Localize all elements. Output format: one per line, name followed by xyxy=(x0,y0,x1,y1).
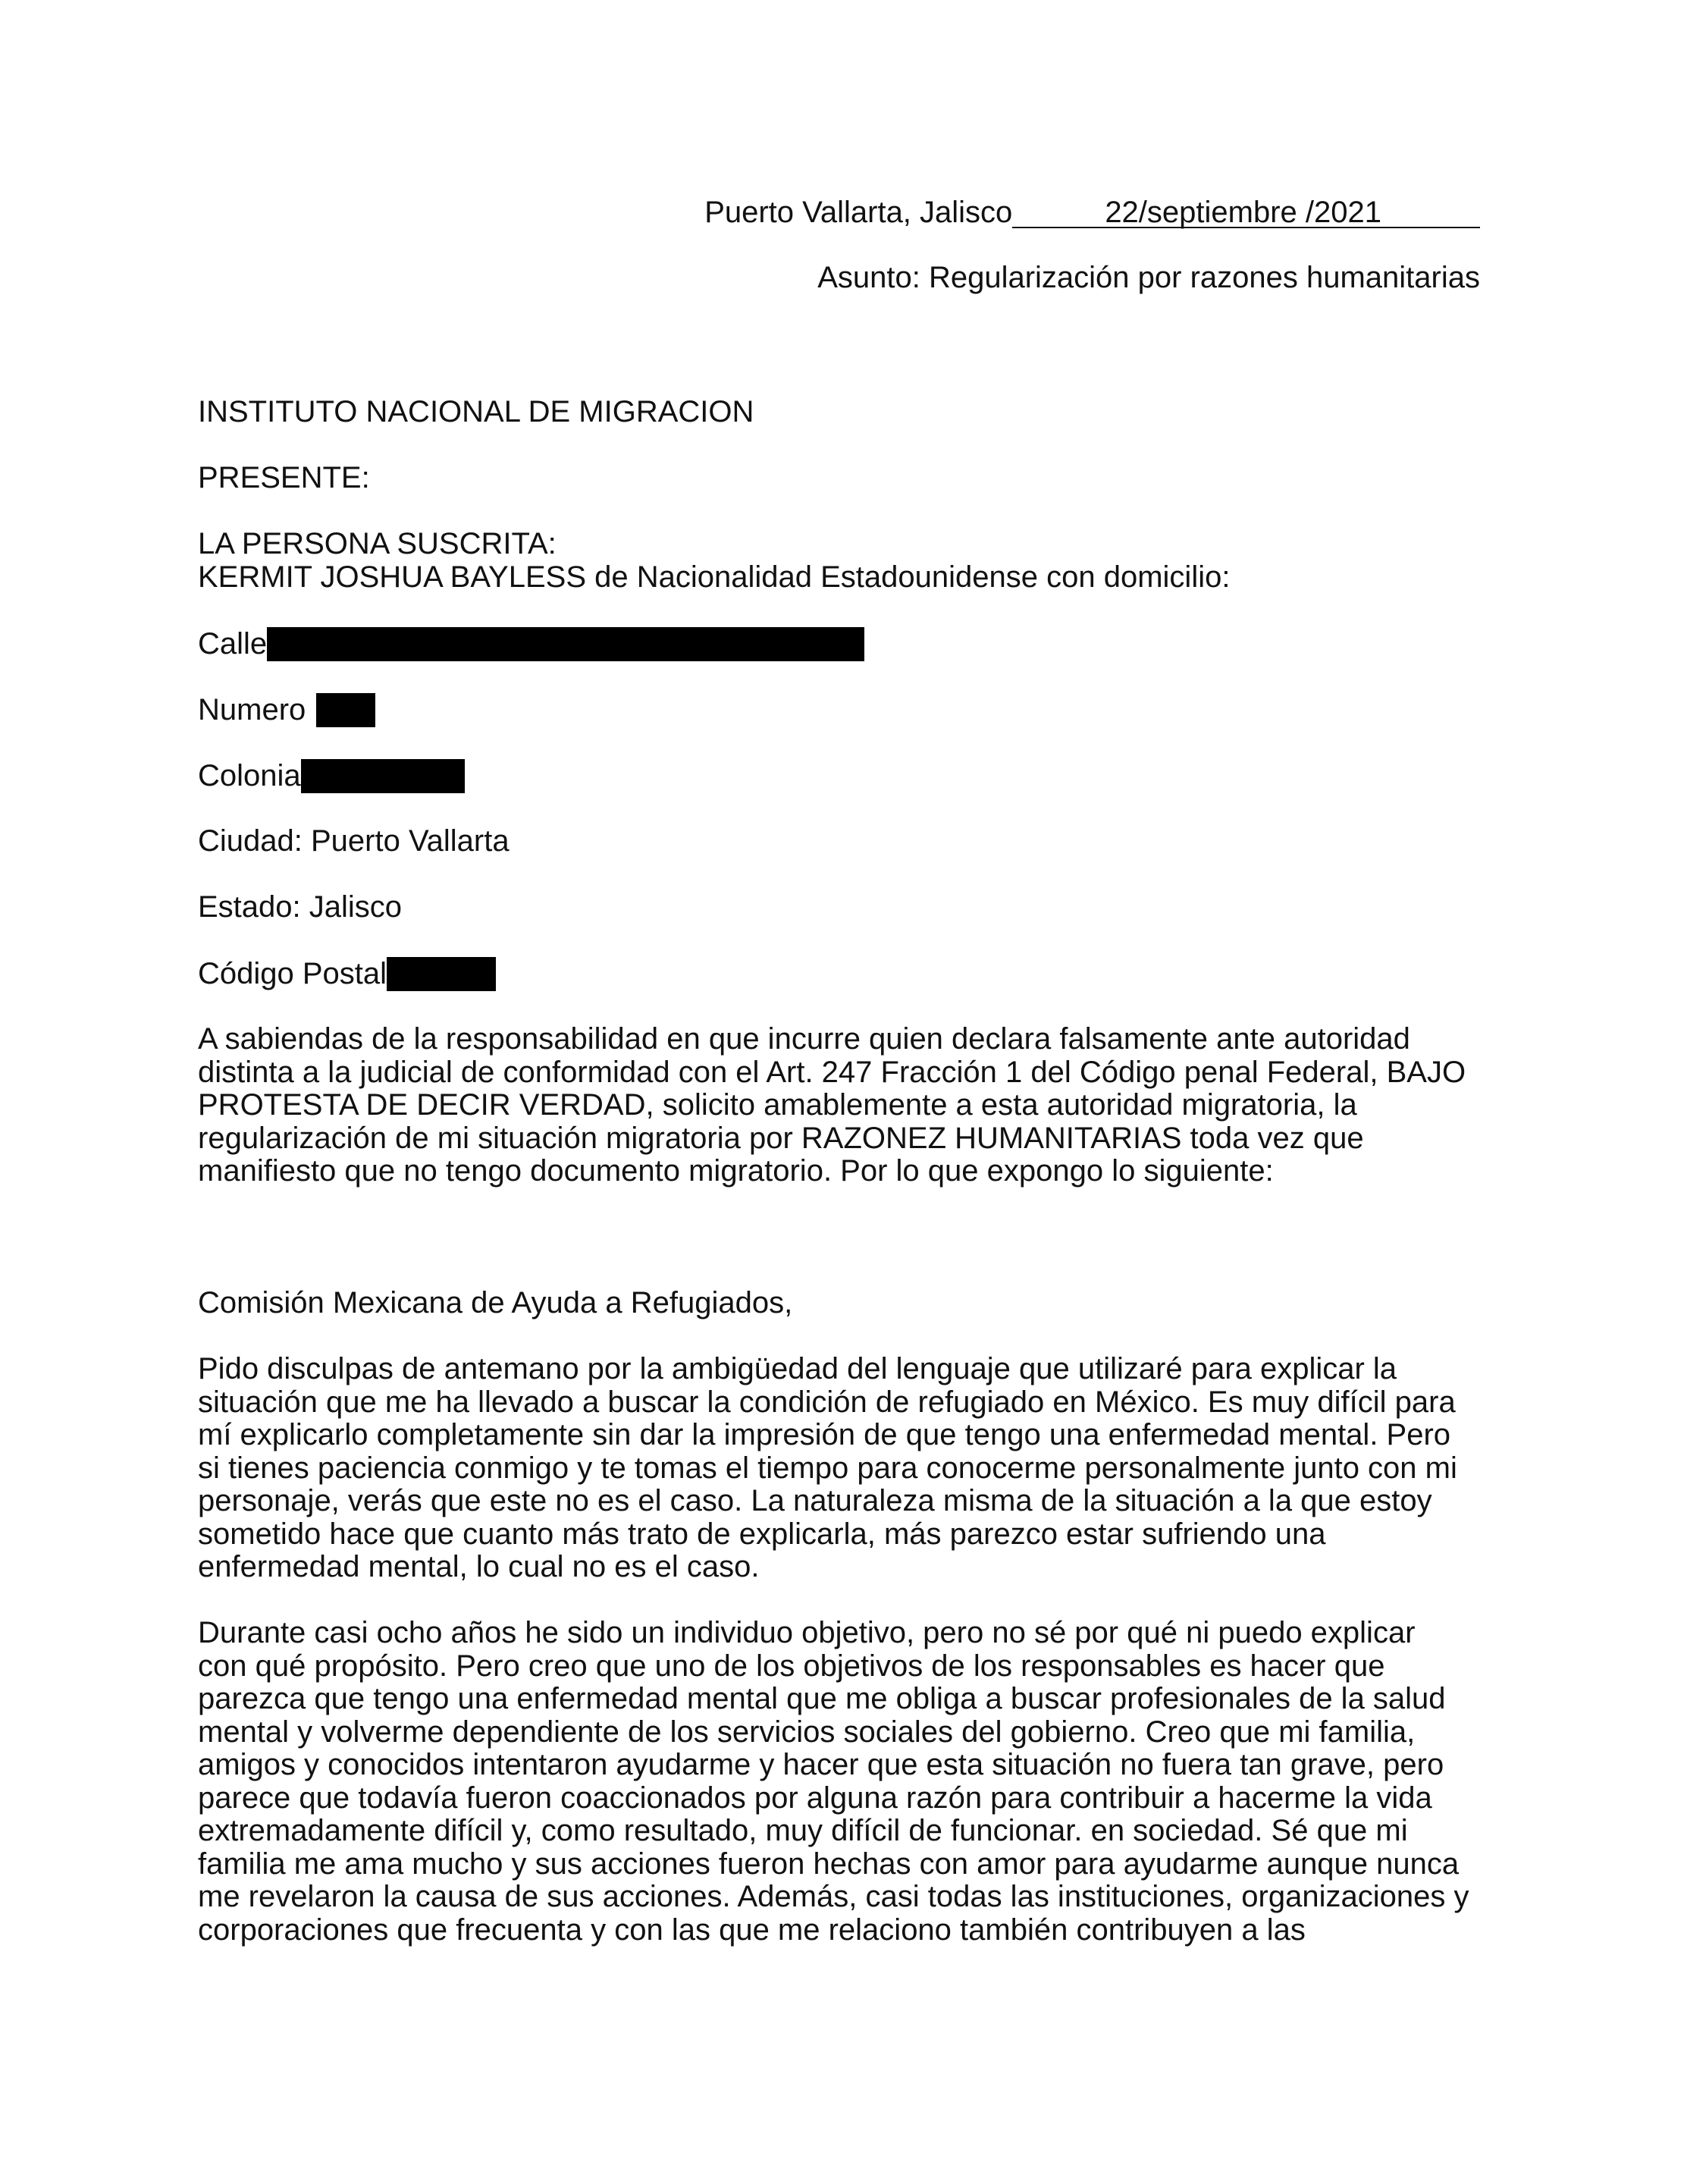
declaration-paragraph xyxy=(198,1023,1517,1188)
codigo-postal-label: Código Postal xyxy=(198,957,387,990)
paragraph-line: sometido hace que cuanto más trato de explicarla, más parezco estar sufriendo una xyxy=(198,1517,1326,1551)
redacted-numero xyxy=(316,693,375,727)
paragraph-line: si tienes paciencia conmigo y te tomas el tiempo para conocerme personalmente junto con mi xyxy=(198,1451,1457,1485)
presente-label: PRESENTE: xyxy=(198,461,370,494)
calle-row xyxy=(198,627,1517,661)
colonia-row xyxy=(198,759,1517,793)
numero-row xyxy=(198,693,1517,727)
redacted-colonia xyxy=(301,759,465,793)
place-text: Puerto Vallarta, Jalisco xyxy=(704,196,1013,229)
place-date-line xyxy=(704,196,1480,229)
declaration-line: manifiesto que no tengo documento migratorio. Por lo que expongo lo siguiente: xyxy=(198,1154,1274,1188)
paragraph-line: amigos y conocidos intentaron ayudarme y hacer que esta situación no fuera tan grave, pero xyxy=(198,1748,1444,1781)
paragraph-line: personaje, verás que este no es el caso. La naturaleza misma de la situación a la que estoy xyxy=(198,1484,1432,1517)
colonia-label: Colonia xyxy=(198,759,301,792)
applicant-name-line: KERMIT JOSHUA BAYLESS de Nacionalidad Estadounidense con domicilio: xyxy=(198,560,1231,594)
redacted-codigo-postal xyxy=(387,957,496,991)
date-field: 22/septiembre /2021 xyxy=(1012,198,1480,228)
paragraph-line: Durante casi ocho años he sido un individuo objetivo, pero no sé por qué ni puedo explicar xyxy=(198,1616,1416,1649)
declaration-line: regularización de mi situación migratoria por RAZONEZ HUMANITARIAS toda vez que xyxy=(198,1121,1364,1155)
paragraph-line: familia me ama mucho y sus acciones fueron hechas con amor para ayudarme aunque nunca xyxy=(198,1847,1460,1881)
letter-greeting: Comisión Mexicana de Ayuda a Refugiados, xyxy=(198,1286,793,1320)
paragraph-line: corporaciones que frecuenta y con las que me relaciono también contribuyen a las xyxy=(198,1913,1306,1947)
numero-label: Numero xyxy=(198,693,306,726)
subject-line: Asunto: Regularización por razones humanitarias xyxy=(817,261,1480,294)
codigo-postal-row xyxy=(198,957,1517,991)
estado-line: Estado: Jalisco xyxy=(198,890,403,924)
paragraph-line: situación que me ha llevado a buscar la condición de refugiado en México. Es muy difícil para xyxy=(198,1385,1456,1419)
redacted-calle xyxy=(267,627,864,661)
paragraph-line: me revelaron la causa de sus acciones. Además, casi todas las instituciones, organizaciones y xyxy=(198,1880,1469,1913)
paragraph-line: extremadamente difícil y, como resultado, muy difícil de funcionar. en sociedad. Sé que mi xyxy=(198,1814,1408,1847)
paragraph-line: con qué propósito. Pero creo que uno de los objetivos de los responsables es hacer que xyxy=(198,1649,1385,1683)
paragraph-line: mí explicarlo completamente sin dar la impresión de que tengo una enfermedad mental. Pero xyxy=(198,1418,1451,1451)
ciudad-line: Ciudad: Puerto Vallarta xyxy=(198,824,510,858)
paragraph-line: parezca que tengo una enfermedad mental que me obliga a buscar profesionales de la salud xyxy=(198,1682,1446,1715)
declaration-line: distinta a la judicial de conformidad con el Art. 247 Fracción 1 del Código penal Federal, BAJO xyxy=(198,1055,1466,1089)
paragraph-line: Pido disculpas de antemano por la ambigüedad del lenguaje que utilizaré para explicar la xyxy=(198,1352,1397,1385)
institution-name: INSTITUTO NACIONAL DE MIGRACION xyxy=(198,395,754,428)
applicant-intro: LA PERSONA SUSCRITA: xyxy=(198,527,557,560)
declaration-line: PROTESTA DE DECIR VERDAD, solicito amablemente a esta autoridad migratoria, la xyxy=(198,1088,1357,1122)
declaration-line: A sabiendas de la responsabilidad en que incurre quien declara falsamente ante autoridad xyxy=(198,1022,1410,1056)
paragraph-line: parece que todavía fueron coaccionados por alguna razón para contribuir a hacerme la vida xyxy=(198,1781,1432,1815)
letter-paragraph-2 xyxy=(198,1617,1517,1947)
paragraph-line: enfermedad mental, lo cual no es el caso. xyxy=(198,1550,760,1583)
paragraph-line: mental y volverme dependiente de los servicios sociales del gobierno. Creo que mi familia, xyxy=(198,1715,1416,1749)
calle-label: Calle xyxy=(198,627,268,661)
letter-paragraph-1 xyxy=(198,1353,1517,1584)
